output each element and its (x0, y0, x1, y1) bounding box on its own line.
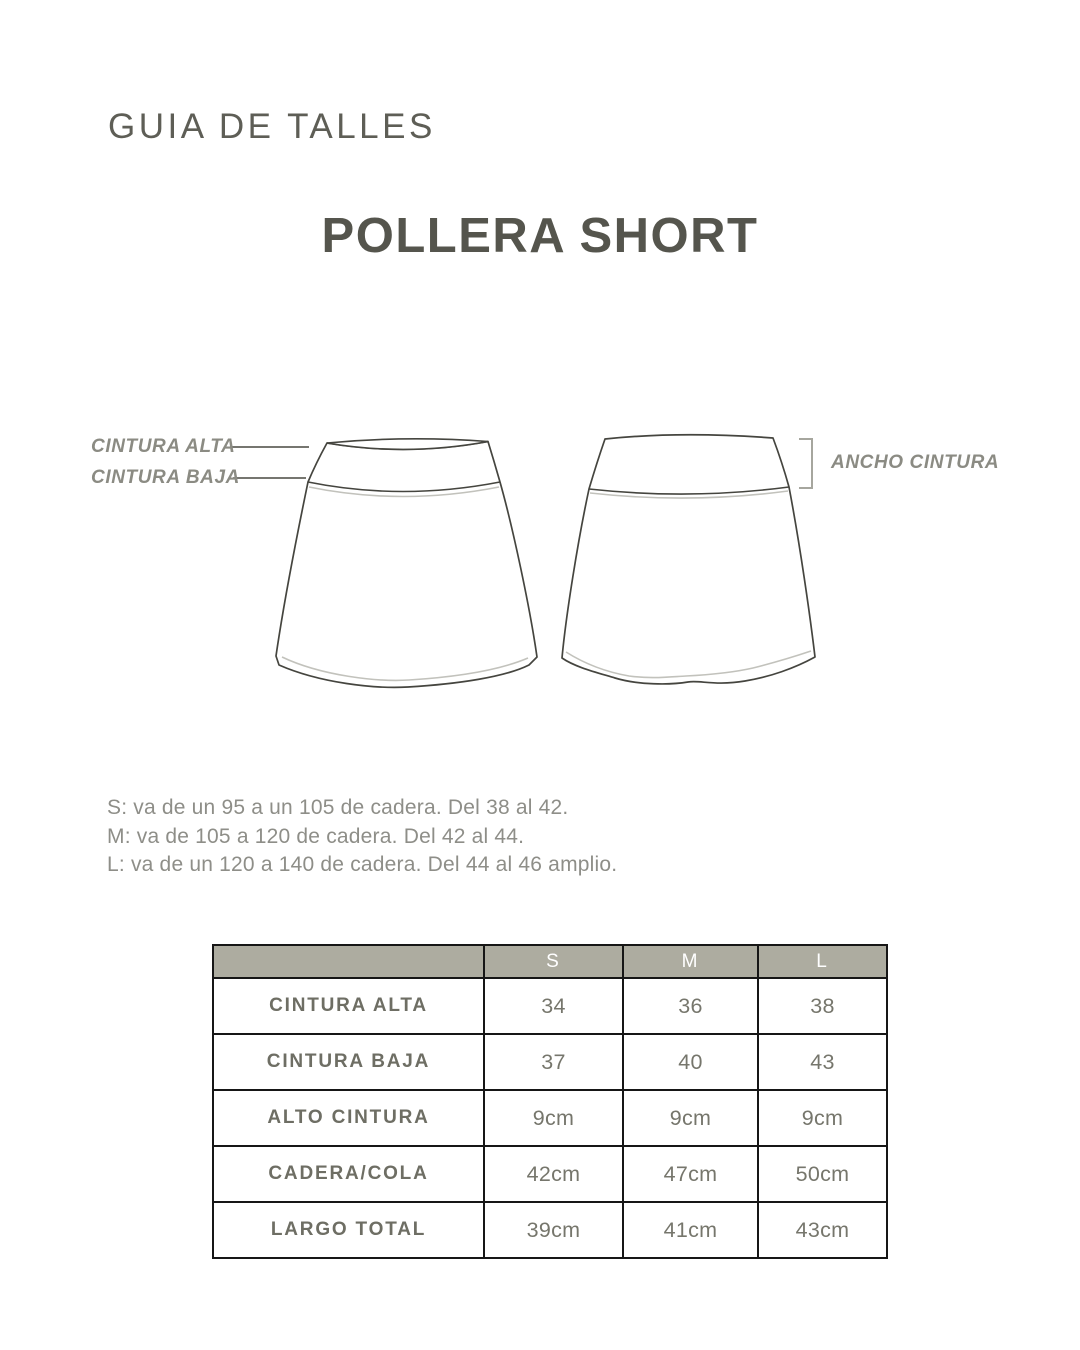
ancho-cintura-label: ANCHO CINTURA (831, 452, 1000, 473)
table-cell-value: 42cm (485, 1147, 622, 1201)
table-cell-value: 43cm (759, 1203, 886, 1257)
table-cell-value: 9cm (624, 1091, 757, 1145)
table-row-label: CINTURA BAJA (214, 1035, 483, 1089)
table-cell-value: 34 (485, 979, 622, 1033)
skirt-front-sketch (276, 439, 537, 688)
table-header-size-l: L (759, 946, 886, 977)
page-title: POLLERA SHORT (321, 209, 759, 263)
table-cell-value: 47cm (624, 1147, 757, 1201)
table-cell-value: 40 (624, 1035, 757, 1089)
table-cell-value: 9cm (759, 1091, 886, 1145)
size-note-l: L: va de un 120 a 140 de cadera. Del 44 al 46 amplio. (107, 853, 618, 876)
table-cell-value: 37 (485, 1035, 622, 1089)
size-note-s: S: va de un 95 a un 105 de cadera. Del 38 al 42. (107, 796, 569, 819)
table-row-label: CADERA/COLA (214, 1147, 483, 1201)
page-eyebrow-title: GUIA DE TALLES (108, 107, 436, 146)
table-header-size-m: M (624, 946, 757, 977)
table-row-label: CINTURA ALTA (214, 979, 483, 1033)
table-cell-value: 9cm (485, 1091, 622, 1145)
table-header-size-s: S (485, 946, 622, 977)
measurements-table (212, 944, 888, 1259)
skirt-back-sketch (562, 435, 815, 684)
cintura-baja-label: CINTURA BAJA (91, 467, 240, 488)
table-cell-value: 41cm (624, 1203, 757, 1257)
table-cell-value: 39cm (485, 1203, 622, 1257)
table-row-label: LARGO TOTAL (214, 1203, 483, 1257)
table-cell-value: 50cm (759, 1147, 886, 1201)
size-notes (107, 794, 617, 880)
table-row-label: ALTO CINTURA (214, 1091, 483, 1145)
table-header-empty (214, 946, 483, 977)
cintura-alta-label: CINTURA ALTA (91, 436, 236, 457)
table-cell-value: 36 (624, 979, 757, 1033)
table-cell-value: 38 (759, 979, 886, 1033)
ancho-cintura-bracket (799, 439, 812, 488)
size-note-m: M: va de 105 a 120 de cadera. Del 42 al 44. (107, 824, 525, 848)
table-cell-value: 43 (759, 1035, 886, 1089)
